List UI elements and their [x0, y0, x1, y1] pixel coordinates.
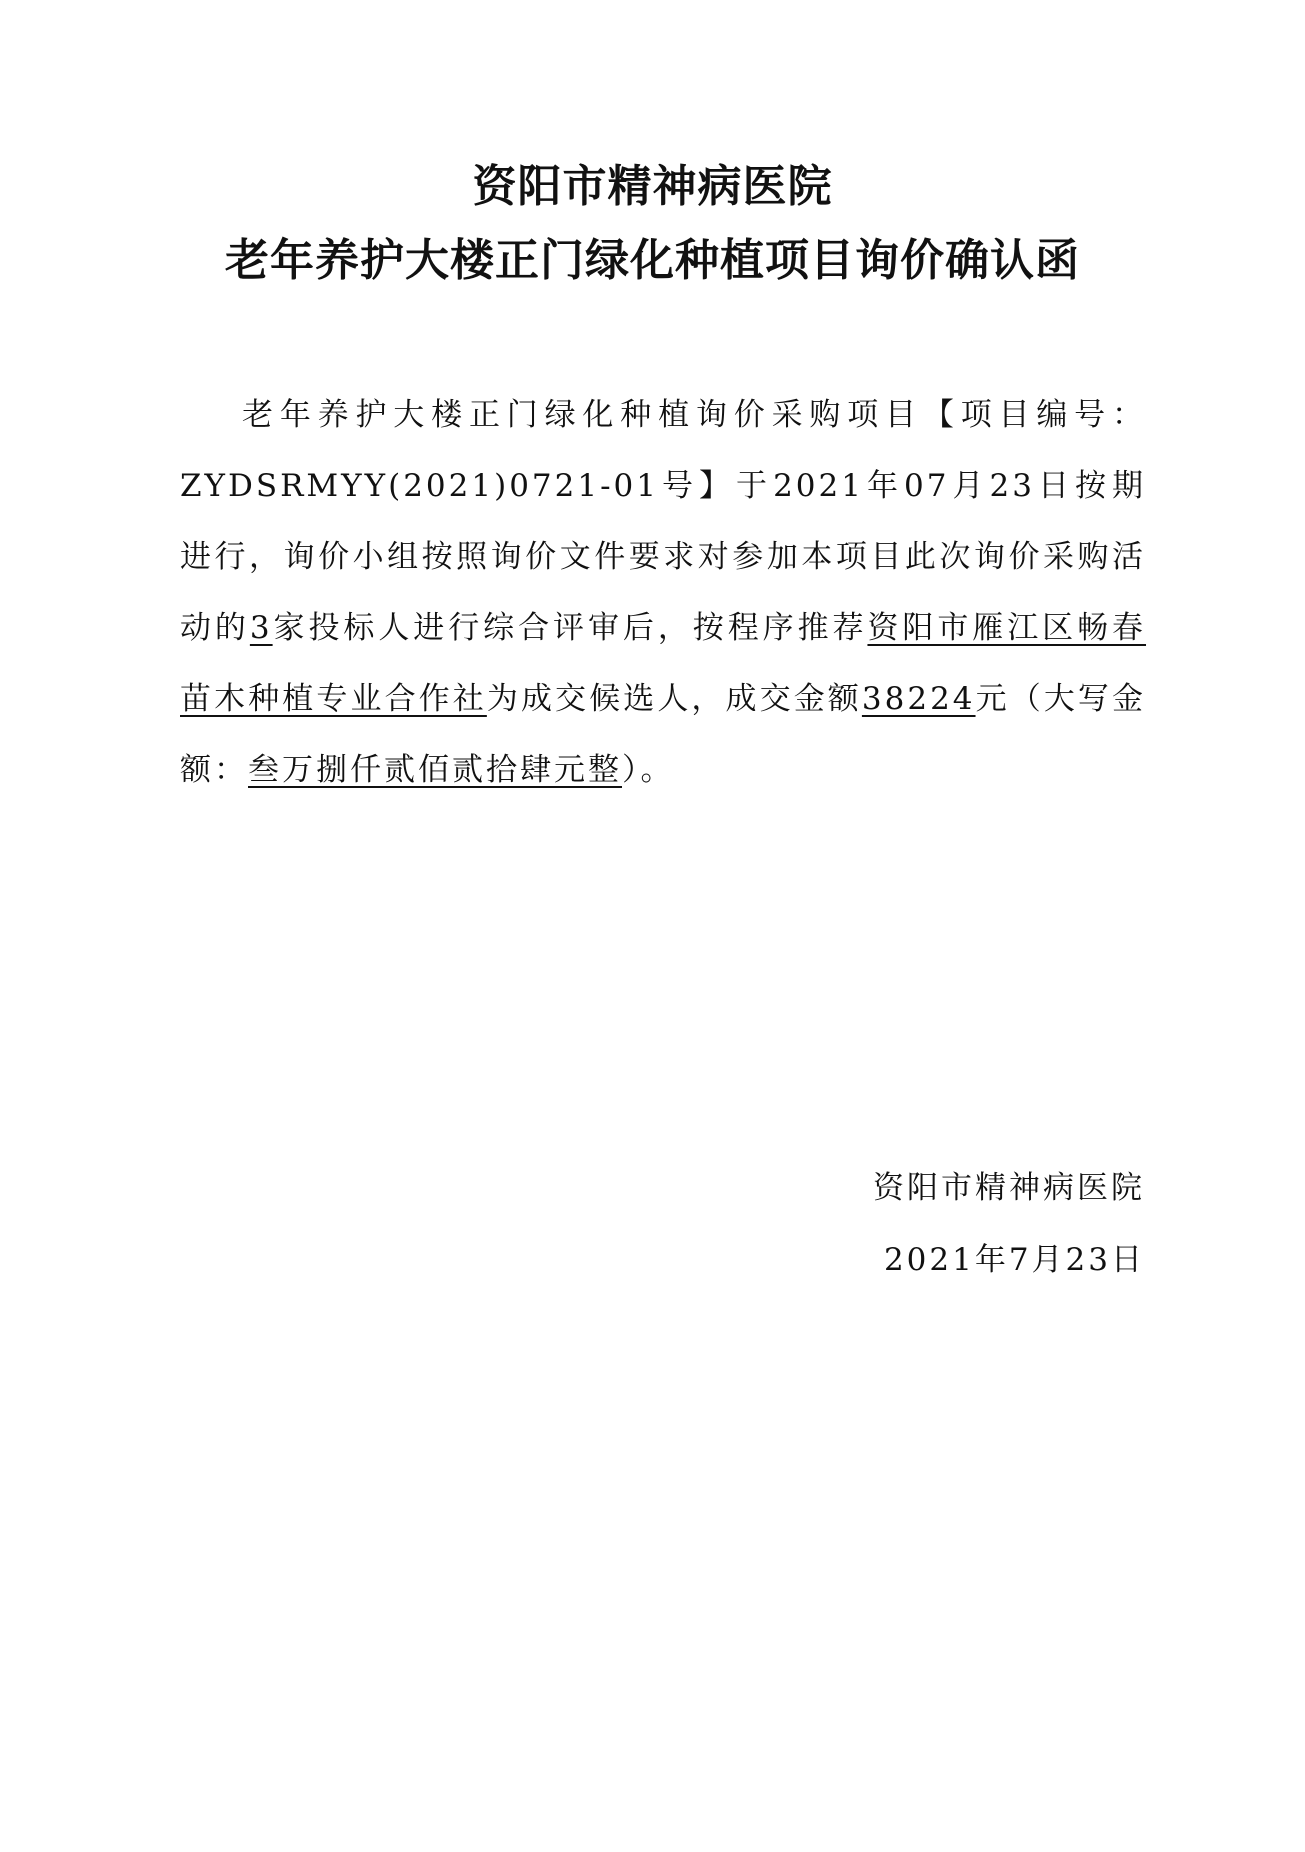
body-text-part4: 元（大写金额：: [180, 681, 1147, 788]
body-paragraph: [180, 380, 1146, 806]
body-text-part1: 老年养护大楼正门绿化种植询价采购项目【项目编号：ZYDSRMYY(2021)0721-01号】于2021年07月23日按期进行，询价小组按照询价文件要求对参加本项目此次询价采购活动的: [180, 397, 1146, 646]
body-text-part3: 为成交候选人，成交金额: [486, 681, 862, 717]
signature-date: 2021年7月23日: [883, 1242, 1145, 1278]
signature-organization: 资阳市精神病医院: [873, 1170, 1145, 1206]
transaction-amount: 38224: [861, 681, 976, 717]
bidder-count: 3: [249, 610, 273, 646]
body-text-part2: 家投标人进行综合评审后，按程序推荐: [272, 610, 868, 646]
document-title-line1: 资阳市精神病医院: [472, 161, 833, 212]
document-title-line2: 老年养护大楼正门绿化种植项目询价确认函: [225, 235, 1080, 286]
body-text-part5: ）。: [622, 752, 675, 788]
candidate-name: 资阳市雁江区畅春苗木种植专业合作社: [180, 610, 1147, 717]
amount-in-words: 叁万捌仟贰佰贰拾肆元整: [248, 752, 622, 788]
